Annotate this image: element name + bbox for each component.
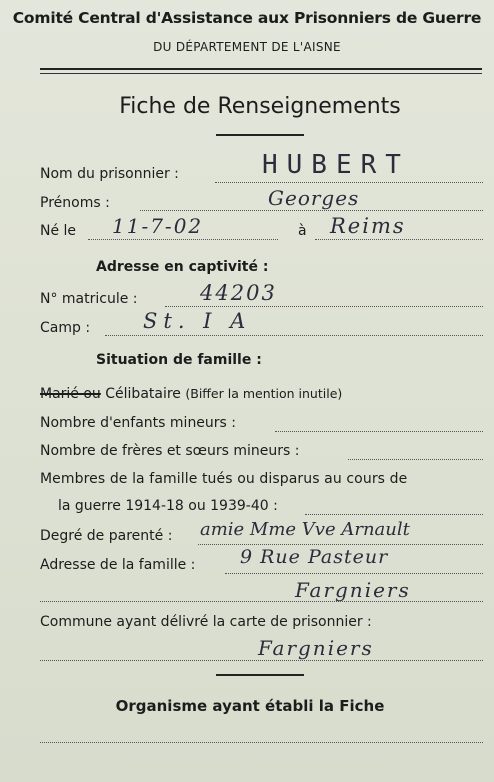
commune-value: Fargniers: [258, 636, 374, 660]
organisme-line: [40, 742, 483, 743]
freres-label: Nombre de frères et sœurs mineurs :: [40, 443, 300, 459]
camp-label: Camp :: [40, 320, 91, 336]
lieu-line: [315, 239, 483, 240]
adresse-town-value: Fargniers: [295, 578, 411, 602]
ne-label: Né le: [40, 223, 77, 239]
title-underline: [216, 134, 304, 136]
footer-title: Organisme ayant établi la Fiche: [115, 697, 385, 715]
degre-value: amie Mme Vve Arnault: [200, 519, 410, 540]
header-rule: [40, 68, 482, 70]
adresse-line: [225, 573, 483, 574]
degre-line: [198, 544, 483, 545]
degre-label: Degré de parenté :: [40, 528, 173, 544]
prenoms-value: Georges: [268, 186, 360, 210]
prenoms-label: Prénoms :: [40, 195, 110, 211]
camp-value: St. I A: [143, 309, 252, 333]
enfants-line: [275, 431, 483, 432]
nom-label: Nom du prisonnier :: [40, 166, 179, 182]
form-title: Fiche de Renseignements: [119, 94, 401, 119]
nom-value: HUBERT: [262, 150, 410, 180]
matricule-label: N° matricule :: [40, 291, 138, 307]
birthdate-value: 11-7-02: [112, 214, 204, 238]
footer-rule: [216, 674, 304, 676]
marital-status-row: [40, 386, 342, 402]
adresse-label: Adresse de la famille :: [40, 557, 196, 573]
enfants-label: Nombre d'enfants mineurs :: [40, 415, 237, 431]
header-rule-thin: [40, 73, 482, 74]
family-heading: Situation de famille :: [96, 352, 262, 368]
department-subtitle: DU DÉPARTEMENT DE L'AISNE: [153, 40, 341, 54]
membres-label-line1: Membres de la famille tués ou disparus au cours de: [40, 471, 408, 487]
commune-label: Commune ayant délivré la carte de prisonnier :: [40, 614, 372, 630]
adresse-line-2: [40, 601, 483, 602]
adresse-value: 9 Rue Pasteur: [240, 546, 389, 568]
marie-option: Marié ou: [40, 386, 101, 402]
membres-line: [305, 514, 483, 515]
marital-note: (Biffer la mention inutile): [185, 386, 343, 401]
lieu-label: à: [298, 223, 307, 239]
ne-line: [88, 239, 278, 240]
freres-line: [348, 459, 483, 460]
matricule-line: [165, 306, 483, 307]
nom-line: [215, 182, 483, 183]
celibataire-option: Célibataire: [105, 386, 181, 402]
prenoms-line: [140, 210, 483, 211]
organization-title: Comité Central d'Assistance aux Prisonniers de Guerre: [12, 9, 482, 27]
camp-line: [105, 335, 483, 336]
birthplace-value: Reims: [330, 214, 406, 238]
membres-label-line2: la guerre 1914-18 ou 1939-40 :: [58, 498, 278, 514]
matricule-value: 44203: [200, 281, 277, 305]
commune-line: [40, 660, 483, 661]
captivity-heading: Adresse en captivité :: [96, 259, 269, 275]
